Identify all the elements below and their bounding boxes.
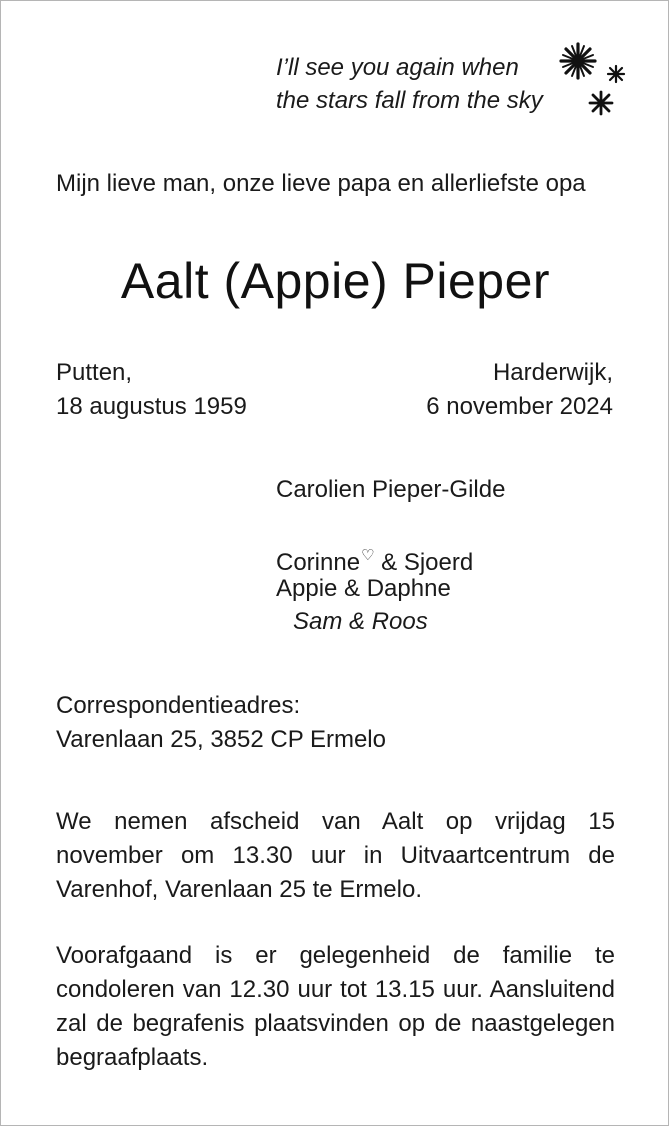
birth-info xyxy=(56,356,247,424)
correspondence-label: Correspondentieadres: xyxy=(56,692,301,719)
star-icon xyxy=(561,44,595,78)
correspondence-address: Varenlaan 25, 3852 CP Ermelo xyxy=(56,726,386,753)
child-1-partner: & Sjoerd xyxy=(374,549,474,576)
stars-decoration xyxy=(556,39,636,119)
birth-date: 18 augustus 1959 xyxy=(56,393,247,420)
family-grandchildren: Sam & Roos xyxy=(293,608,428,635)
funeral-paragraph: We nemen afscheid van Aalt op vrijdag 15 november om 13.30 uur in Uitvaartcentrum de Varenhof, Varenlaan 25 te Ermelo. xyxy=(56,808,615,903)
death-info xyxy=(426,356,613,424)
death-place: Harderwijk, xyxy=(492,359,613,386)
quote-line-2: the stars fall from the sky xyxy=(276,87,543,114)
birth-place: Putten, xyxy=(56,359,133,386)
quote xyxy=(276,51,543,117)
heart-icon: ♡ xyxy=(361,547,375,564)
quote-line-1: I’ll see you again when xyxy=(276,54,519,81)
star-icon xyxy=(608,66,624,82)
family-spouse: Carolien Pieper-Gilde xyxy=(276,476,506,503)
star-icon xyxy=(590,92,612,114)
deceased-name: Aalt (Appie) Pieper xyxy=(120,253,551,309)
death-date: 6 november 2024 xyxy=(426,393,613,420)
correspondence-block xyxy=(56,689,386,757)
intro-line: Mijn lieve man, onze lieve papa en allerliefste opa xyxy=(56,170,586,197)
child-1-name: Corinne xyxy=(276,549,361,576)
family-child-2: Appie & Daphne xyxy=(276,575,451,602)
condolence-paragraph: Voorafgaand is er gelegenheid de familie te condoleren van 12.30 uur tot 13.15 uur. Aansluitend zal de begrafenis plaatsvinden op de naastgelegen begraafplaats. xyxy=(56,942,615,1071)
